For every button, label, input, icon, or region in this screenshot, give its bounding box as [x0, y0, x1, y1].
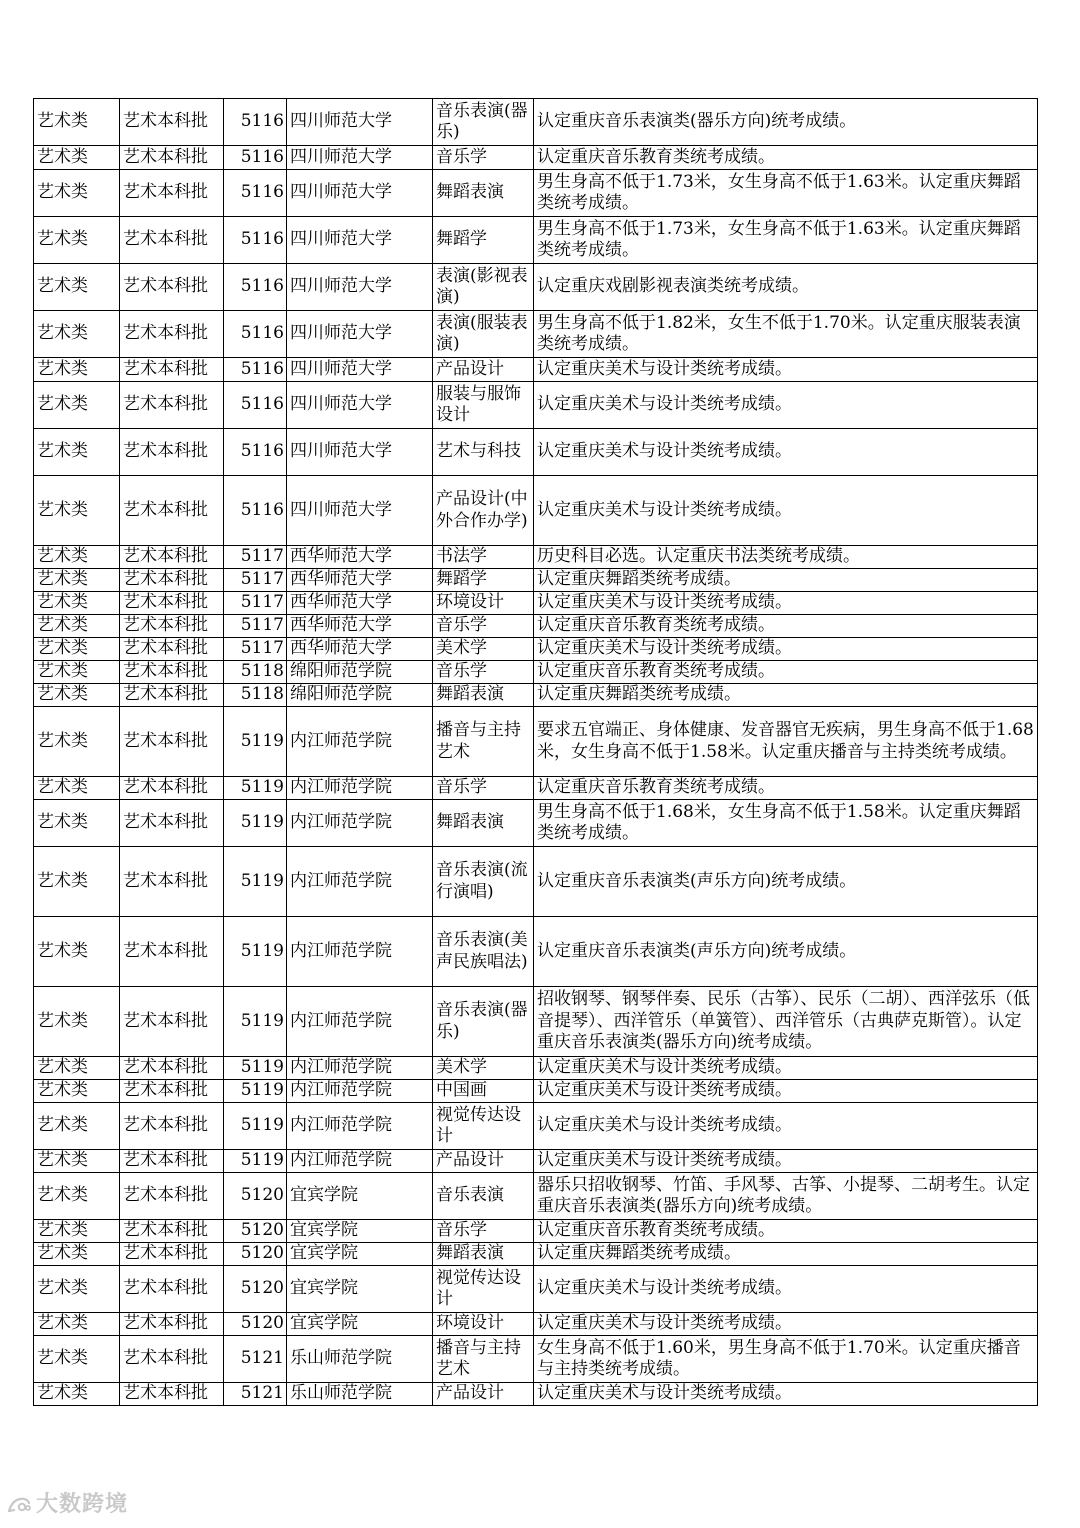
school-name-cell: 内江师范学院 [287, 707, 433, 777]
category-cell: 艺术类 [34, 1103, 120, 1150]
note-cell: 认定重庆美术与设计类统考成绩。 [534, 1103, 1038, 1150]
table-row [34, 917, 1038, 987]
note-cell: 认定重庆美术与设计类统考成绩。 [534, 429, 1038, 476]
school-name-cell: 内江师范学院 [287, 917, 433, 987]
batch-cell: 艺术本科批 [120, 546, 224, 569]
table-row [34, 847, 1038, 917]
note-cell: 认定重庆美术与设计类统考成绩。 [534, 382, 1038, 429]
school-name-cell: 乐山师范学院 [287, 1383, 433, 1406]
batch-cell: 艺术本科批 [120, 1150, 224, 1173]
category-cell: 艺术类 [34, 592, 120, 615]
category-cell: 艺术类 [34, 615, 120, 638]
school-name-cell: 内江师范学院 [287, 847, 433, 917]
school-name-cell: 四川师范大学 [287, 146, 433, 170]
school-name-cell: 四川师范大学 [287, 264, 433, 311]
major-cell: 美术学 [433, 638, 534, 661]
major-cell: 音乐学 [433, 615, 534, 638]
batch-cell: 艺术本科批 [120, 569, 224, 592]
school-code-cell: 5120 [224, 1173, 287, 1220]
school-name-cell: 乐山师范学院 [287, 1336, 433, 1383]
note-cell: 历史科目必选。认定重庆书法类统考成绩。 [534, 546, 1038, 569]
table-row [34, 1173, 1038, 1220]
table-row [34, 99, 1038, 146]
batch-cell: 艺术本科批 [120, 358, 224, 382]
school-name-cell: 内江师范学院 [287, 987, 433, 1057]
school-code-cell: 5117 [224, 592, 287, 615]
table-row [34, 1336, 1038, 1383]
school-name-cell: 内江师范学院 [287, 800, 433, 847]
school-name-cell: 绵阳师范学院 [287, 684, 433, 707]
major-cell: 音乐表演(器乐) [433, 987, 534, 1057]
major-cell: 服装与服饰设计 [433, 382, 534, 429]
batch-cell: 艺术本科批 [120, 1057, 224, 1080]
major-cell: 播音与主持艺术 [433, 707, 534, 777]
school-code-cell: 5116 [224, 264, 287, 311]
school-name-cell: 四川师范大学 [287, 217, 433, 264]
table-row [34, 476, 1038, 546]
major-cell: 书法学 [433, 546, 534, 569]
batch-cell: 艺术本科批 [120, 264, 224, 311]
note-cell: 招收钢琴、钢琴伴奏、民乐（古筝）、民乐（二胡）、西洋弦乐（低音提琴）、西洋管乐（单簧管）、西洋管乐（古典萨克斯管）。认定重庆音乐表演类(器乐方向)统考成绩。 [534, 987, 1038, 1057]
school-name-cell: 四川师范大学 [287, 170, 433, 217]
table-row [34, 1383, 1038, 1406]
school-code-cell: 5118 [224, 684, 287, 707]
major-cell: 舞蹈表演 [433, 800, 534, 847]
note-cell: 认定重庆美术与设计类统考成绩。 [534, 1266, 1038, 1313]
category-cell: 艺术类 [34, 917, 120, 987]
major-cell: 音乐表演 [433, 1173, 534, 1220]
table-row [34, 707, 1038, 777]
batch-cell: 艺术本科批 [120, 777, 224, 800]
category-cell: 艺术类 [34, 1243, 120, 1266]
school-code-cell: 5119 [224, 800, 287, 847]
table-row [34, 1150, 1038, 1173]
school-name-cell: 四川师范大学 [287, 311, 433, 358]
major-cell: 中国画 [433, 1080, 534, 1103]
table-row [34, 615, 1038, 638]
major-cell: 舞蹈表演 [433, 684, 534, 707]
table-row [34, 1103, 1038, 1150]
school-name-cell: 西华师范大学 [287, 638, 433, 661]
batch-cell: 艺术本科批 [120, 917, 224, 987]
school-code-cell: 5117 [224, 546, 287, 569]
category-cell: 艺术类 [34, 777, 120, 800]
batch-cell: 艺术本科批 [120, 1336, 224, 1383]
school-code-cell: 5119 [224, 987, 287, 1057]
category-cell: 艺术类 [34, 987, 120, 1057]
table-row [34, 170, 1038, 217]
category-cell: 艺术类 [34, 800, 120, 847]
school-code-cell: 5116 [224, 476, 287, 546]
table-row [34, 1313, 1038, 1336]
note-cell: 认定重庆音乐表演类(器乐方向)统考成绩。 [534, 99, 1038, 146]
category-cell: 艺术类 [34, 546, 120, 569]
note-cell: 认定重庆美术与设计类统考成绩。 [534, 1057, 1038, 1080]
major-cell: 音乐表演(器乐) [433, 99, 534, 146]
category-cell: 艺术类 [34, 358, 120, 382]
school-name-cell: 四川师范大学 [287, 382, 433, 429]
note-cell: 要求五官端正、身体健康、发音器官无疾病，男生身高不低于1.68米，女生身高不低于1.58米。认定重庆播音与主持类统考成绩。 [534, 707, 1038, 777]
note-cell: 男生身高不低于1.73米，女生身高不低于1.63米。认定重庆舞蹈类统考成绩。 [534, 170, 1038, 217]
batch-cell: 艺术本科批 [120, 146, 224, 170]
note-cell: 认定重庆美术与设计类统考成绩。 [534, 1080, 1038, 1103]
school-name-cell: 西华师范大学 [287, 569, 433, 592]
major-cell: 视觉传达设计 [433, 1103, 534, 1150]
batch-cell: 艺术本科批 [120, 987, 224, 1057]
school-code-cell: 5120 [224, 1266, 287, 1313]
school-code-cell: 5119 [224, 917, 287, 987]
school-code-cell: 5119 [224, 707, 287, 777]
category-cell: 艺术类 [34, 661, 120, 684]
note-cell: 认定重庆美术与设计类统考成绩。 [534, 1313, 1038, 1336]
school-name-cell: 四川师范大学 [287, 429, 433, 476]
major-cell: 产品设计 [433, 1383, 534, 1406]
category-cell: 艺术类 [34, 569, 120, 592]
school-name-cell: 四川师范大学 [287, 358, 433, 382]
batch-cell: 艺术本科批 [120, 684, 224, 707]
category-cell: 艺术类 [34, 217, 120, 264]
note-cell: 器乐只招收钢琴、竹笛、手风琴、古筝、小提琴、二胡考生。认定重庆音乐表演类(器乐方向)统考成绩。 [534, 1173, 1038, 1220]
batch-cell: 艺术本科批 [120, 382, 224, 429]
school-code-cell: 5120 [224, 1220, 287, 1243]
major-cell: 表演(服装表演) [433, 311, 534, 358]
major-cell: 美术学 [433, 1057, 534, 1080]
note-cell: 认定重庆戏剧影视表演类统考成绩。 [534, 264, 1038, 311]
batch-cell: 艺术本科批 [120, 800, 224, 847]
school-name-cell: 四川师范大学 [287, 99, 433, 146]
category-cell: 艺术类 [34, 847, 120, 917]
batch-cell: 艺术本科批 [120, 1080, 224, 1103]
school-code-cell: 5116 [224, 99, 287, 146]
note-cell: 认定重庆美术与设计类统考成绩。 [534, 592, 1038, 615]
batch-cell: 艺术本科批 [120, 1243, 224, 1266]
school-name-cell: 宜宾学院 [287, 1173, 433, 1220]
school-code-cell: 5118 [224, 661, 287, 684]
major-cell: 环境设计 [433, 1313, 534, 1336]
table-row [34, 382, 1038, 429]
note-cell: 认定重庆音乐表演类(声乐方向)统考成绩。 [534, 847, 1038, 917]
category-cell: 艺术类 [34, 429, 120, 476]
school-name-cell: 宜宾学院 [287, 1313, 433, 1336]
category-cell: 艺术类 [34, 1336, 120, 1383]
table-row [34, 1220, 1038, 1243]
school-name-cell: 绵阳师范学院 [287, 661, 433, 684]
school-name-cell: 宜宾学院 [287, 1220, 433, 1243]
school-code-cell: 5117 [224, 569, 287, 592]
category-cell: 艺术类 [34, 311, 120, 358]
school-code-cell: 5116 [224, 170, 287, 217]
note-cell: 认定重庆音乐教育类统考成绩。 [534, 661, 1038, 684]
batch-cell: 艺术本科批 [120, 476, 224, 546]
category-cell: 艺术类 [34, 1220, 120, 1243]
school-code-cell: 5119 [224, 847, 287, 917]
table-body [34, 99, 1038, 1406]
school-code-cell: 5116 [224, 429, 287, 476]
batch-cell: 艺术本科批 [120, 661, 224, 684]
batch-cell: 艺术本科批 [120, 615, 224, 638]
major-cell: 产品设计 [433, 358, 534, 382]
major-cell: 艺术与科技 [433, 429, 534, 476]
major-cell: 音乐学 [433, 777, 534, 800]
table-row [34, 1266, 1038, 1313]
note-cell: 认定重庆音乐教育类统考成绩。 [534, 146, 1038, 170]
school-code-cell: 5117 [224, 615, 287, 638]
table-row [34, 661, 1038, 684]
school-name-cell: 内江师范学院 [287, 1080, 433, 1103]
note-cell: 认定重庆音乐教育类统考成绩。 [534, 1220, 1038, 1243]
school-name-cell: 西华师范大学 [287, 615, 433, 638]
school-name-cell: 西华师范大学 [287, 546, 433, 569]
table-row [34, 777, 1038, 800]
note-cell: 男生身高不低于1.68米，女生身高不低于1.58米。认定重庆舞蹈类统考成绩。 [534, 800, 1038, 847]
category-cell: 艺术类 [34, 170, 120, 217]
table-row [34, 264, 1038, 311]
school-code-cell: 5119 [224, 1103, 287, 1150]
category-cell: 艺术类 [34, 684, 120, 707]
category-cell: 艺术类 [34, 1266, 120, 1313]
school-code-cell: 5119 [224, 1080, 287, 1103]
major-cell: 音乐学 [433, 661, 534, 684]
batch-cell: 艺术本科批 [120, 99, 224, 146]
table-row [34, 684, 1038, 707]
school-code-cell: 5120 [224, 1313, 287, 1336]
table-row [34, 800, 1038, 847]
table-row [34, 217, 1038, 264]
category-cell: 艺术类 [34, 99, 120, 146]
batch-cell: 艺术本科批 [120, 1103, 224, 1150]
school-code-cell: 5116 [224, 311, 287, 358]
admissions-table [33, 98, 1038, 1406]
category-cell: 艺术类 [34, 264, 120, 311]
note-cell: 认定重庆舞蹈类统考成绩。 [534, 684, 1038, 707]
category-cell: 艺术类 [34, 1150, 120, 1173]
table-row [34, 638, 1038, 661]
table-row [34, 569, 1038, 592]
batch-cell: 艺术本科批 [120, 1220, 224, 1243]
category-cell: 艺术类 [34, 1080, 120, 1103]
school-code-cell: 5121 [224, 1336, 287, 1383]
major-cell: 音乐学 [433, 146, 534, 170]
major-cell: 舞蹈学 [433, 217, 534, 264]
school-name-cell: 内江师范学院 [287, 777, 433, 800]
major-cell: 音乐学 [433, 1220, 534, 1243]
batch-cell: 艺术本科批 [120, 707, 224, 777]
brand-logo-icon [6, 1494, 32, 1516]
school-code-cell: 5117 [224, 638, 287, 661]
category-cell: 艺术类 [34, 1173, 120, 1220]
batch-cell: 艺术本科批 [120, 311, 224, 358]
school-code-cell: 5119 [224, 1057, 287, 1080]
table-row [34, 546, 1038, 569]
school-code-cell: 5120 [224, 1243, 287, 1266]
batch-cell: 艺术本科批 [120, 592, 224, 615]
batch-cell: 艺术本科批 [120, 1313, 224, 1336]
table-row [34, 311, 1038, 358]
watermark-text: 大数跨境 [36, 1492, 129, 1517]
batch-cell: 艺术本科批 [120, 429, 224, 476]
table-row [34, 592, 1038, 615]
watermark [6, 1487, 128, 1518]
category-cell: 艺术类 [34, 382, 120, 429]
note-cell: 认定重庆音乐教育类统考成绩。 [534, 777, 1038, 800]
major-cell: 表演(影视表演) [433, 264, 534, 311]
category-cell: 艺术类 [34, 1383, 120, 1406]
school-name-cell: 西华师范大学 [287, 592, 433, 615]
batch-cell: 艺术本科批 [120, 1383, 224, 1406]
school-name-cell: 内江师范学院 [287, 1057, 433, 1080]
note-cell: 认定重庆音乐表演类(声乐方向)统考成绩。 [534, 917, 1038, 987]
note-cell: 认定重庆舞蹈类统考成绩。 [534, 1243, 1038, 1266]
note-cell: 女生身高不低于1.60米，男生身高不低于1.70米。认定重庆播音与主持类统考成绩。 [534, 1336, 1038, 1383]
school-code-cell: 5121 [224, 1383, 287, 1406]
category-cell: 艺术类 [34, 146, 120, 170]
batch-cell: 艺术本科批 [120, 847, 224, 917]
batch-cell: 艺术本科批 [120, 638, 224, 661]
school-code-cell: 5119 [224, 1150, 287, 1173]
table-row [34, 146, 1038, 170]
table-row [34, 429, 1038, 476]
note-cell: 认定重庆美术与设计类统考成绩。 [534, 638, 1038, 661]
category-cell: 艺术类 [34, 476, 120, 546]
note-cell: 认定重庆美术与设计类统考成绩。 [534, 1383, 1038, 1406]
batch-cell: 艺术本科批 [120, 1266, 224, 1313]
school-name-cell: 内江师范学院 [287, 1103, 433, 1150]
batch-cell: 艺术本科批 [120, 217, 224, 264]
table-row [34, 987, 1038, 1057]
major-cell: 产品设计 [433, 1150, 534, 1173]
table-row [34, 358, 1038, 382]
note-cell: 认定重庆舞蹈类统考成绩。 [534, 569, 1038, 592]
major-cell: 舞蹈表演 [433, 1243, 534, 1266]
major-cell: 产品设计(中外合作办学) [433, 476, 534, 546]
note-cell: 认定重庆音乐教育类统考成绩。 [534, 615, 1038, 638]
major-cell: 视觉传达设计 [433, 1266, 534, 1313]
table-row [34, 1080, 1038, 1103]
school-code-cell: 5116 [224, 146, 287, 170]
school-code-cell: 5116 [224, 217, 287, 264]
school-name-cell: 内江师范学院 [287, 1150, 433, 1173]
category-cell: 艺术类 [34, 1057, 120, 1080]
category-cell: 艺术类 [34, 1313, 120, 1336]
major-cell: 舞蹈表演 [433, 170, 534, 217]
note-cell: 男生身高不低于1.82米，女生不低于1.70米。认定重庆服装表演类统考成绩。 [534, 311, 1038, 358]
school-code-cell: 5119 [224, 777, 287, 800]
table-row [34, 1057, 1038, 1080]
school-name-cell: 宜宾学院 [287, 1243, 433, 1266]
note-cell: 认定重庆美术与设计类统考成绩。 [534, 358, 1038, 382]
school-code-cell: 5116 [224, 382, 287, 429]
table-row [34, 1243, 1038, 1266]
major-cell: 音乐表演(美声民族唱法) [433, 917, 534, 987]
school-name-cell: 四川师范大学 [287, 476, 433, 546]
batch-cell: 艺术本科批 [120, 1173, 224, 1220]
major-cell: 环境设计 [433, 592, 534, 615]
category-cell: 艺术类 [34, 707, 120, 777]
note-cell: 认定重庆美术与设计类统考成绩。 [534, 1150, 1038, 1173]
note-cell: 男生身高不低于1.73米，女生身高不低于1.63米。认定重庆舞蹈类统考成绩。 [534, 217, 1038, 264]
school-code-cell: 5116 [224, 358, 287, 382]
category-cell: 艺术类 [34, 638, 120, 661]
note-cell: 认定重庆美术与设计类统考成绩。 [534, 476, 1038, 546]
major-cell: 播音与主持艺术 [433, 1336, 534, 1383]
major-cell: 音乐表演(流行演唱) [433, 847, 534, 917]
batch-cell: 艺术本科批 [120, 170, 224, 217]
school-name-cell: 宜宾学院 [287, 1266, 433, 1313]
major-cell: 舞蹈学 [433, 569, 534, 592]
